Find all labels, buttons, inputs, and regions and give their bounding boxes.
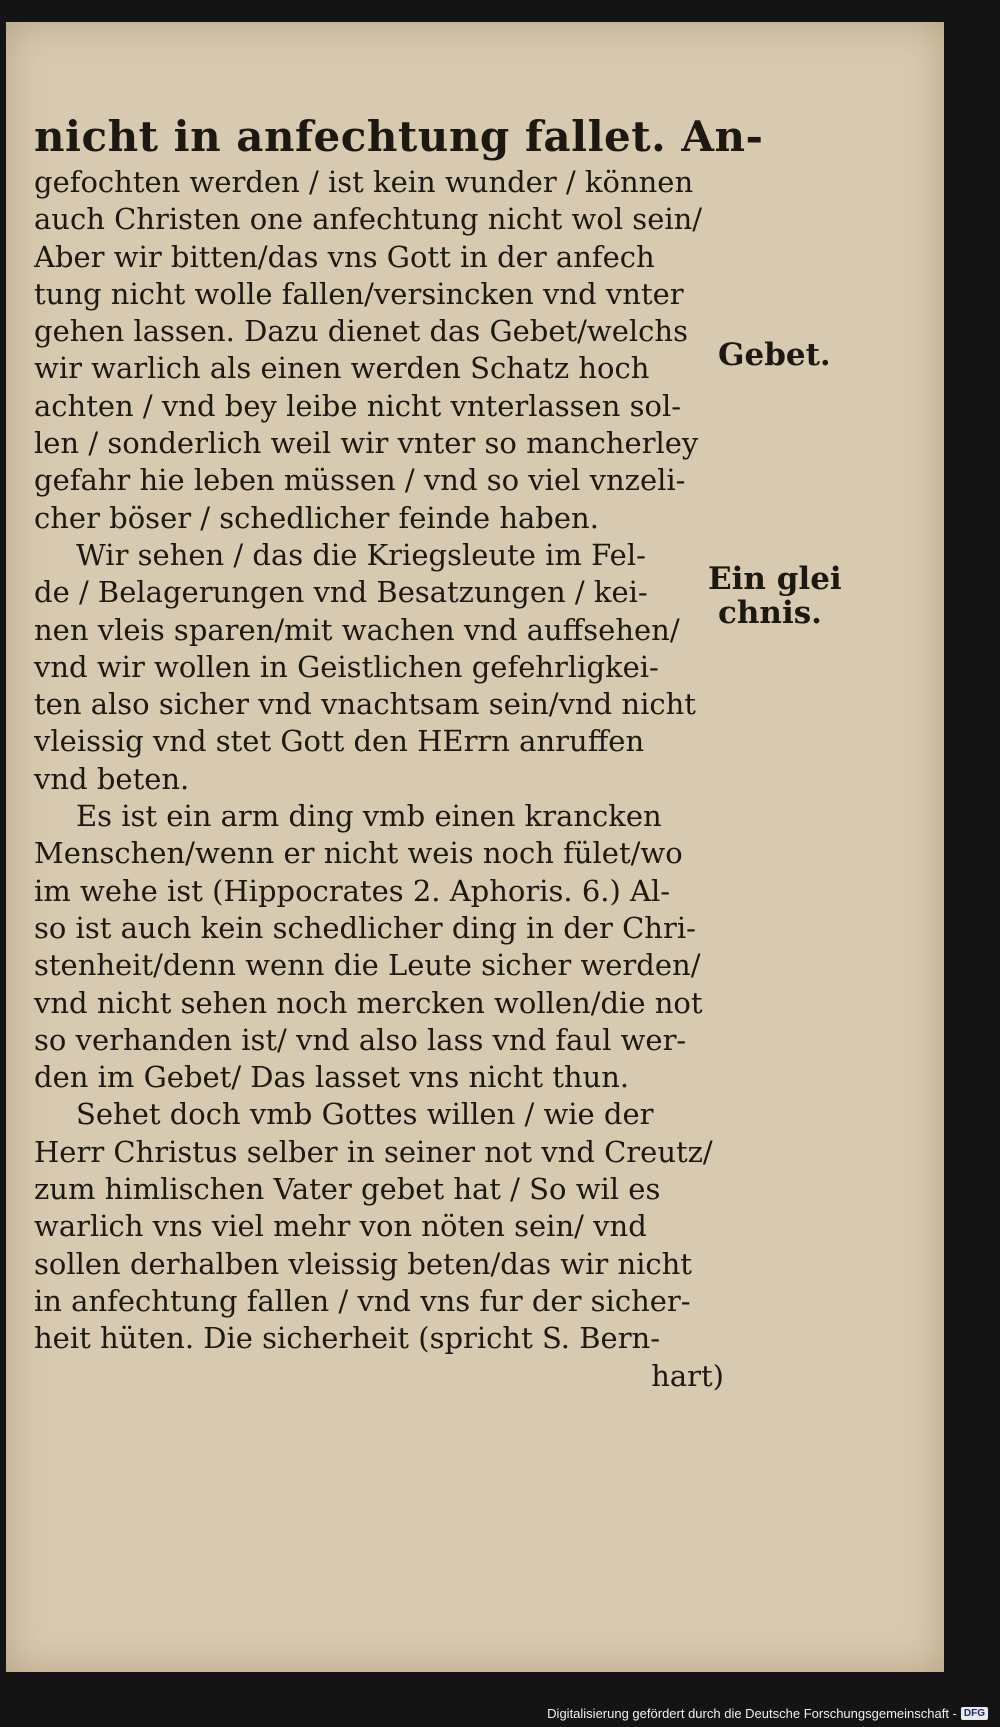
- margin-note-gleichnis-2: chnis.: [718, 595, 822, 631]
- text-line: heit hüten. Die sicherheit (spricht S. Bern-: [34, 1321, 661, 1356]
- text-line: vnd nicht sehen noch mercken wollen/die not: [34, 985, 703, 1020]
- text-line: so ist auch kein schedlicher ding in der Chri-: [34, 910, 696, 945]
- text-line: so verhanden ist/ vnd also lass vnd faul wer-: [34, 1022, 687, 1057]
- text-line: cher böser / schedlicher feinde haben.: [34, 500, 599, 535]
- text-line: Aber wir bitten/das vns Gott in der anfech: [34, 239, 655, 274]
- text-line: vnd wir wollen in Geistlichen gefehrligkei-: [34, 649, 659, 684]
- book-page: [6, 22, 944, 1672]
- text-line: Sehet doch vmb Gottes willen / wie der: [76, 1097, 654, 1132]
- text-line: gefahr hie leben müssen / vnd so viel vnzeli-: [34, 463, 686, 498]
- text-line: gefochten werden / ist kein wunder / können: [34, 165, 694, 199]
- text-line: auch Christen one anfechtung nicht wol sein/: [34, 202, 703, 237]
- digitization-credit: [547, 1706, 988, 1721]
- text-line: zum himlischen Vater gebet hat / So wil es: [34, 1172, 661, 1207]
- text-line: sollen derhalben vleissig beten/das wir nicht: [34, 1246, 692, 1281]
- text-line: tung nicht wolle fallen/versincken vnd vnter: [34, 276, 684, 311]
- text-line: achten / vnd bey leibe nicht vnterlassen sol-: [34, 388, 682, 423]
- text-line: Menschen/wenn er nicht weis noch fület/wo: [34, 836, 683, 871]
- page-text: [34, 110, 764, 1395]
- text-line: nen vleis sparen/mit wachen vnd auffsehen/: [34, 612, 680, 647]
- text-line: ten also sicher vnd vnachtsam sein/vnd nicht: [34, 687, 696, 722]
- text-line: vleissig vnd stet Gott den HErrn anruffen: [34, 724, 645, 759]
- text-line: den im Gebet/ Das lasset vns nicht thun.: [34, 1060, 630, 1095]
- text-line: Wir sehen / das die Kriegsleute im Fel-: [76, 537, 646, 572]
- text-line: gehen lassen. Dazu dienet das Gebet/welchs: [34, 314, 688, 349]
- text-line: Es ist ein arm ding vmb einen krancken: [76, 799, 662, 834]
- dfg-logo-icon: DFG: [961, 1707, 988, 1720]
- page-headline: nicht in anfechtung fallet. An-: [34, 112, 764, 161]
- text-line: wir warlich als einen werden Schatz hoch: [34, 351, 650, 386]
- text-line: vnd beten.: [34, 761, 190, 796]
- margin-note-gleichnis-1: Ein glei: [708, 561, 842, 597]
- text-line: Herr Christus selber in seiner not vnd Creutz/: [34, 1134, 713, 1169]
- text-line: warlich vns viel mehr von nöten sein/ vnd: [34, 1209, 647, 1244]
- text-line: de / Belagerungen vnd Besatzungen / kei-: [34, 575, 648, 610]
- text-line: in anfechtung fallen / vnd vns fur der sicher-: [34, 1283, 691, 1318]
- catchword: hart): [651, 1358, 724, 1393]
- text-line: im wehe ist (Hippocrates 2. Aphoris. 6.) Al-: [34, 873, 671, 908]
- margin-note-gebet: Gebet.: [718, 337, 831, 373]
- text-line: stenheit/denn wenn die Leute sicher werden/: [34, 948, 701, 983]
- text-line: len / sonderlich weil wir vnter so mancherley: [34, 426, 699, 461]
- credit-text: Digitalisierung gefördert durch die Deutsche Forschungsgemeinschaft -: [547, 1706, 957, 1721]
